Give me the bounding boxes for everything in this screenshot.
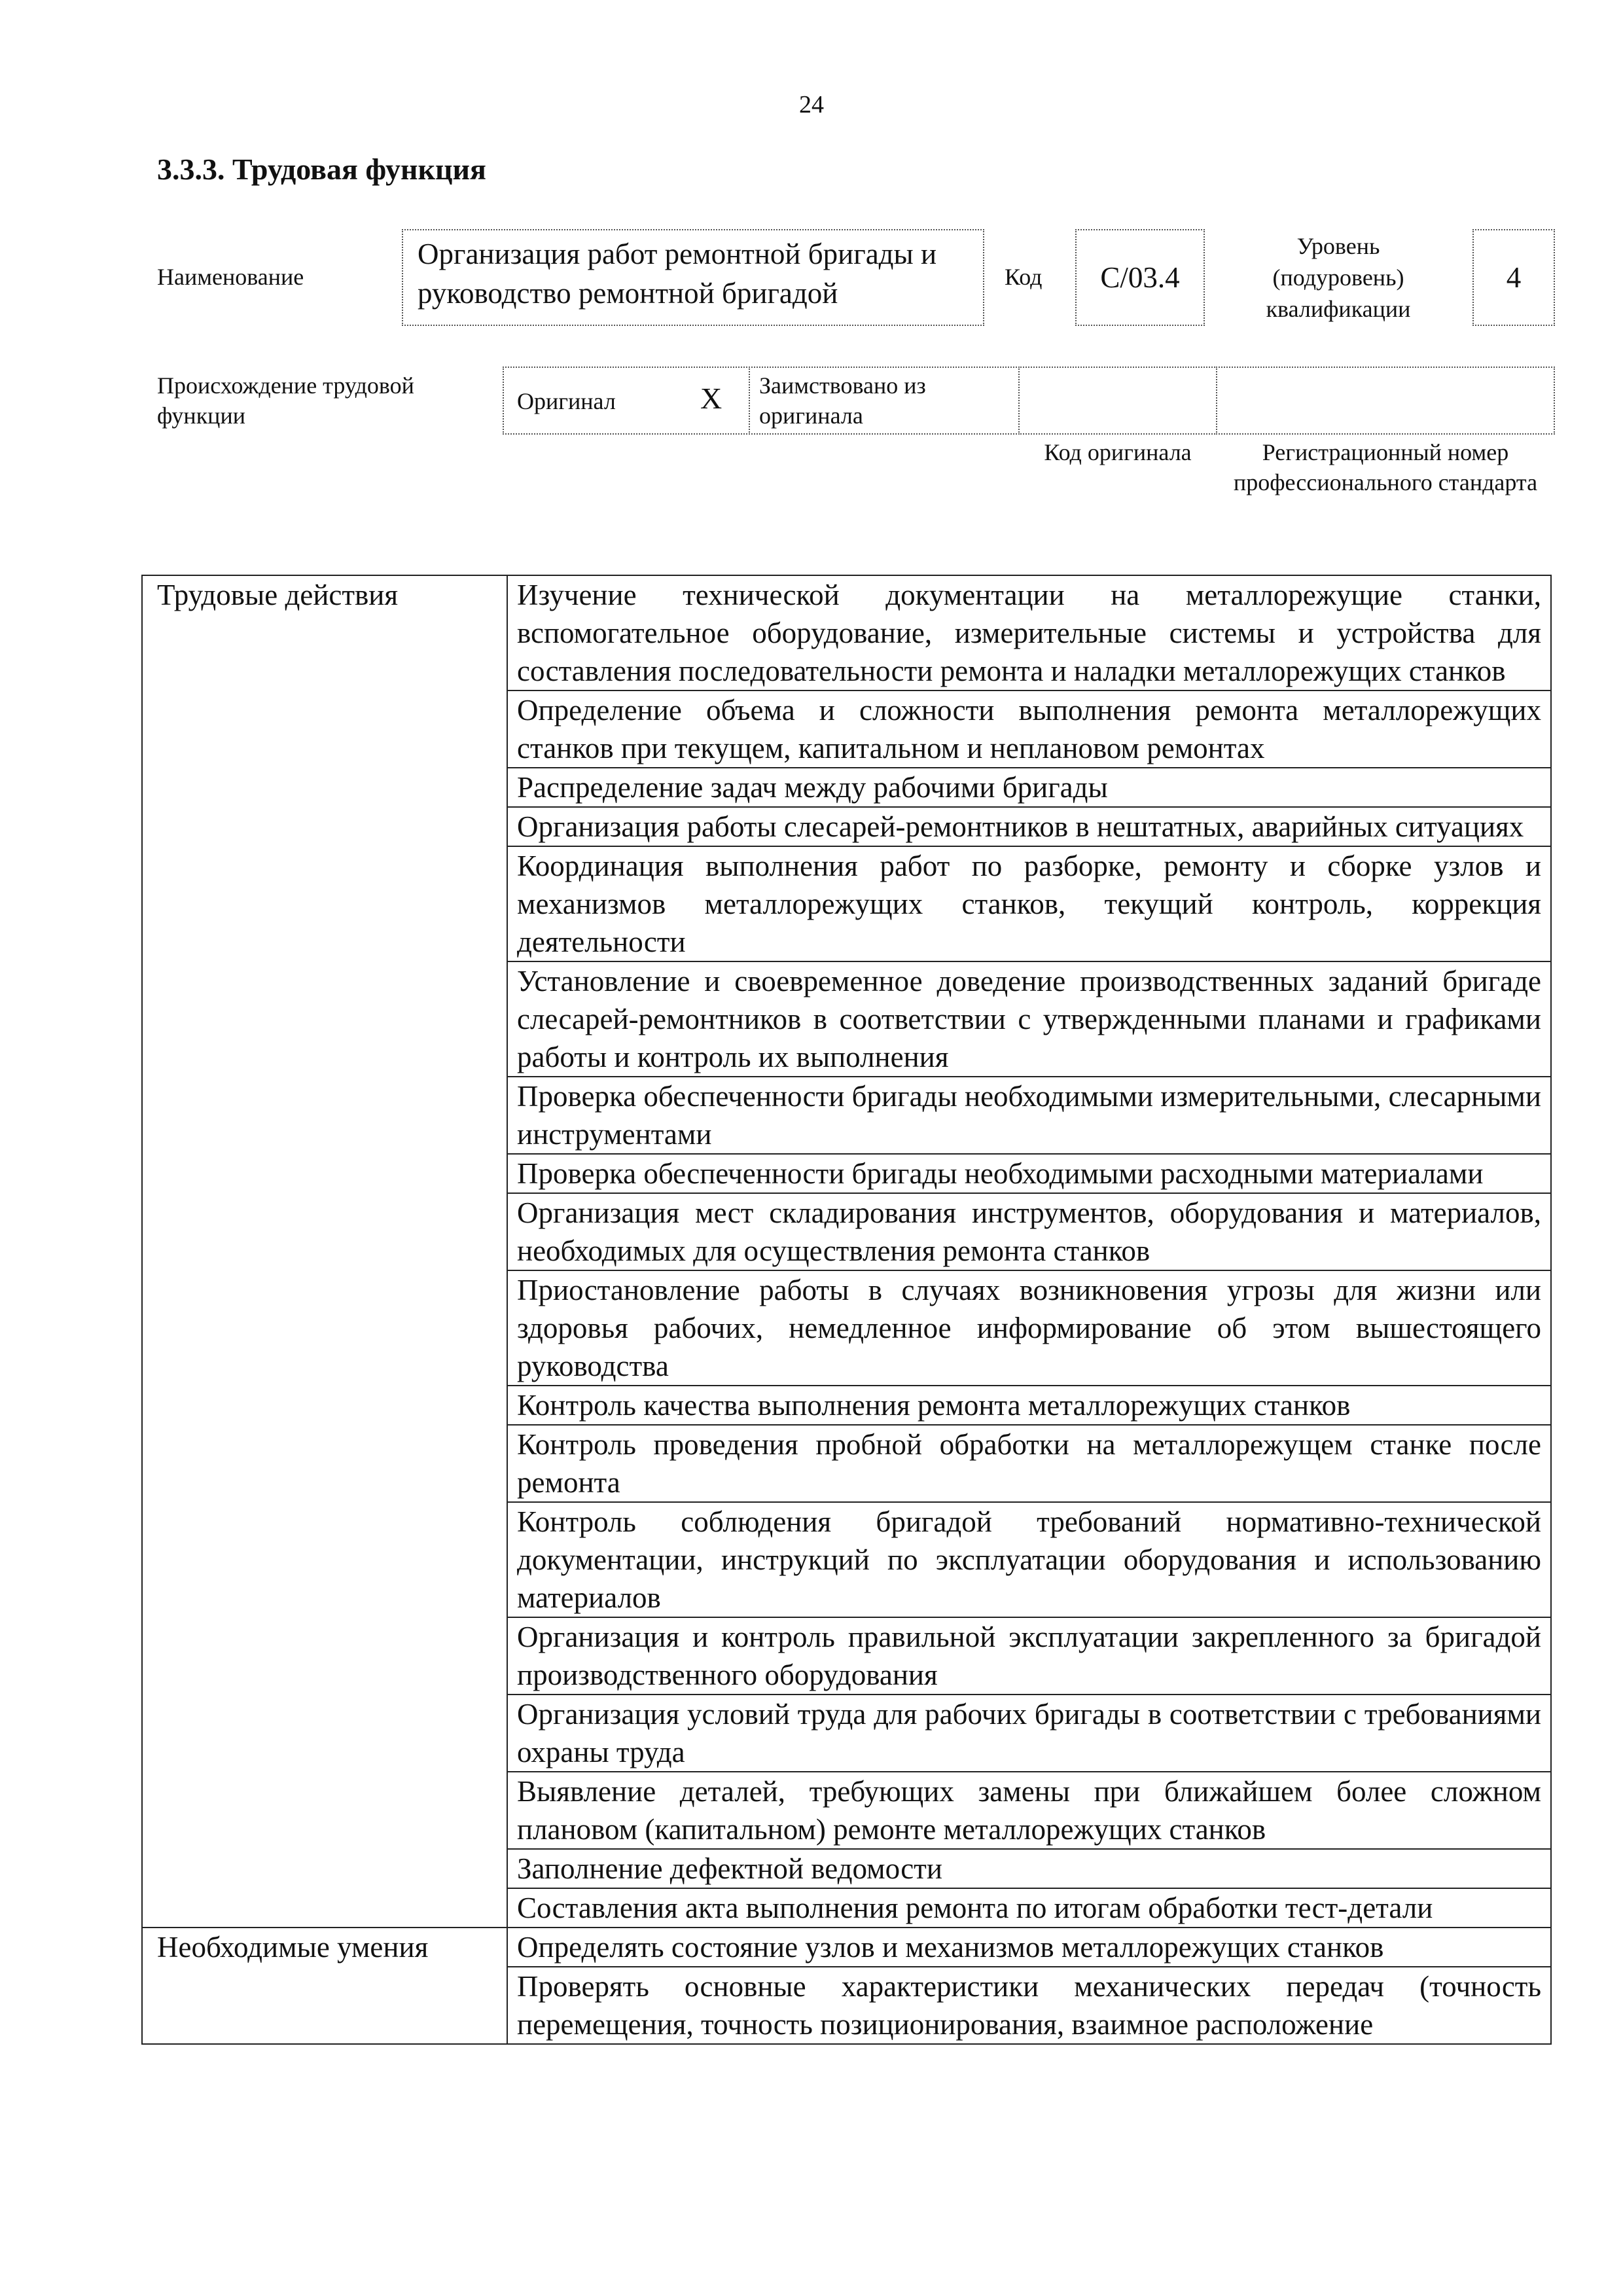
labor-action-item: Организация и контроль правильной эксплуатации закрепленного за бригадой производственного оборудования <box>507 1617 1551 1695</box>
labor-action-item: Контроль качества выполнения ремонта металлорежущих станков <box>507 1386 1551 1425</box>
labor-action-item: Координация выполнения работ по разборке, ремонту и сборке узлов и механизмов металлорежущих станков, текущий контроль, коррекция деятельности <box>507 846 1551 961</box>
labor-action-item: Составления акта выполнения ремонта по итогам обработки тест-детали <box>507 1888 1551 1928</box>
labor-action-item: Проверка обеспеченности бригады необходимыми расходными материалами <box>507 1154 1551 1193</box>
section-title: 3.3.3. Трудовая функция <box>157 152 486 186</box>
original-code-cell <box>1018 367 1217 435</box>
labor-action-item: Изучение технической документации на металлорежущие станки, вспомогательное оборудование, измерительные системы и устройства для составления последовательности ремонта и наладки металлорежущих станков <box>507 575 1551 691</box>
function-name-box <box>402 229 984 326</box>
labor-action-item: Контроль соблюдения бригадой требований нормативно-технической документации, инструкций по эксплуатации оборудования и использованию материалов <box>507 1502 1551 1617</box>
labor-action-item: Определение объема и сложности выполнения ремонта металлорежущих станков при текущем, капитальном и неплановом ремонтах <box>507 691 1551 768</box>
function-name-value: Организация работ ремонтной бригады и руководство ремонтной бригадой <box>418 238 937 310</box>
registration-number-cell <box>1216 367 1555 435</box>
code-value: C/03.4 <box>1100 261 1180 294</box>
original-label: Оригинал <box>517 388 616 414</box>
origin-label: Происхождение трудовой функции <box>157 372 414 429</box>
name-label: Наименование <box>157 264 304 290</box>
labor-action-item: Заполнение дефектной ведомости <box>507 1849 1551 1888</box>
original-cell <box>503 367 750 435</box>
labor-action-item: Организация работы слесарей-ремонтников в нештатных, аварийных ситуациях <box>507 807 1551 846</box>
level-label: Уровень (подуровень) квалификации <box>1266 233 1411 322</box>
labor-action-item: Проверка обеспеченности бригады необходимыми измерительными, слесарными инструментами <box>507 1077 1551 1154</box>
table-row <box>142 575 1551 691</box>
labor-action-item: Организация мест складирования инструментов, оборудования и материалов, необходимых для осуществления ремонта станков <box>507 1193 1551 1270</box>
level-value: 4 <box>1506 261 1522 294</box>
borrowed-label: Заимствовано из оригинала <box>759 372 926 429</box>
table-row <box>142 1928 1551 1967</box>
category-cell: Необходимые умения <box>142 1928 507 2044</box>
labor-action-item: Распределение задач между рабочими бригады <box>507 768 1551 807</box>
skill-item: Проверять основные характеристики механических передач (точность перемещения, точность позиционирования, взаимное расположение <box>507 1967 1551 2044</box>
registration-caption: Регистрационный номер профессионального стандарта <box>1233 439 1538 495</box>
original-mark: X <box>700 382 722 415</box>
labor-action-item: Установление и своевременное доведение производственных заданий бригаде слесарей-ремонтников в соответствии с утвержденными планами и графиками работы и контроль их выполнения <box>507 961 1551 1077</box>
category-cell: Трудовые действия <box>142 575 507 1928</box>
code-box <box>1075 229 1205 326</box>
borrowed-cell <box>749 367 1020 435</box>
labor-action-item: Выявление деталей, требующих замены при ближайшем более сложном плановом (капитальном) ремонте металлорежущих станков <box>507 1772 1551 1849</box>
labor-function-table <box>141 575 1552 2045</box>
labor-action-item: Организация условий труда для рабочих бригады в соответствии с требованиями охраны труда <box>507 1695 1551 1772</box>
level-box <box>1472 229 1555 326</box>
labor-action-item: Контроль проведения пробной обработки на металлорежущем станке после ремонта <box>507 1425 1551 1502</box>
labor-action-item: Приостановление работы в случаях возникновения угрозы для жизни или здоровья рабочих, немедленное информирование об этом вышестоящего руководства <box>507 1270 1551 1386</box>
code-label: Код <box>1005 264 1043 290</box>
skill-item: Определять состояние узлов и механизмов металлорежущих станков <box>507 1928 1551 1967</box>
page-number: 24 <box>799 91 824 118</box>
original-code-caption: Код оригинала <box>1044 439 1192 465</box>
